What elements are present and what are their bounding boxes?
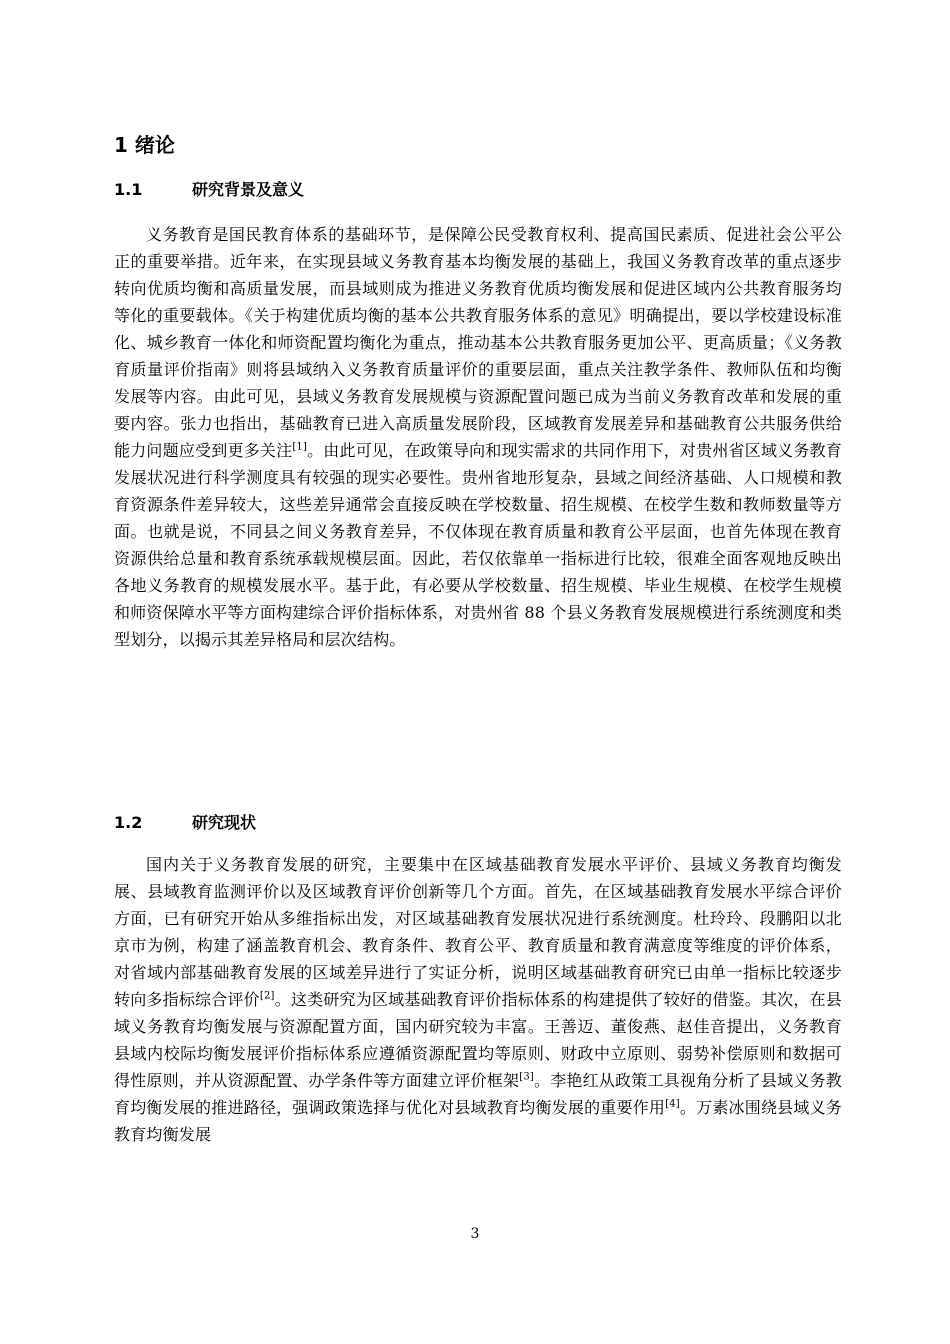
section-title: 研究背景及意义	[192, 180, 305, 199]
citation-ref: [1]	[292, 441, 308, 453]
section-number: 1.2	[114, 813, 143, 832]
background-paragraph	[114, 221, 842, 653]
section-number: 1.1	[114, 180, 143, 199]
paragraph-text: 。万素冰围绕县域义务教育均衡发展	[114, 1098, 842, 1144]
chapter-title: 1 绪论	[114, 133, 175, 157]
section-heading-1-2	[114, 810, 256, 836]
paragraph-text: 义务教育是国民教育体系的基础环节，是保障公民受教育权利、提高国民素质、促进社会公平公正的重要举措。近年来，在实现县域义务教育基本均衡发展的基础上，我国义务教育改革的重点逐步转向优质均衡和高质量发展，而县域则成为推进义务教育优质均衡发展和促进区域内公共教育服务均等化的重要载体。《关于构建优质均衡的基本公共教育服务体系的意见》明确提出，要以学校建设标准化、城乡教育一体化和师资配置均衡化为重点，推动基本公共教育服务更加公平、更高质量；《义务教育质量评价指南》则将县域纳入义务教育质量评价的重要层面，重点关注教学条件、教师队伍和均衡发展等内容。由此可见，县域义务教育发展规模与资源配置问题已成为当前义务教育改革和发展的重要内容。张力也指出，基础教育已进入高质量发展阶段，区域教育发展差异和基础教育公共服务供给能力问题应受到更多关注	[114, 225, 842, 460]
citation-ref: [3]	[519, 1071, 534, 1083]
page-number: 3	[470, 1226, 480, 1242]
citation-ref: [4]	[665, 1098, 680, 1110]
paragraph-text: 国内关于义务教育发展的研究，主要集中在区域基础教育发展水平评价、县域义务教育均衡发展、县域教育监测评价以及区域教育评价创新等几个方面。首先，在区域基础教育发展水平综合评价方面，已有研究开始从多维指标出发，对区域基础教育发展状况进行系统测度。杜玲玲、段鹏阳以北京市为例，构建了涵盖教育机会、教育条件、教育公平、教育质量和教育满意度等维度的评价体系，对省域内部基础教育发展的区域差异进行了实证分析，说明区域基础教育研究已由单一指标比较逐步转向多指标综合评价	[114, 855, 842, 1009]
paragraph-text: 。这类研究为区域基础教育评价指标体系的构建提供了较好的借鉴。其次，在县域义务教育均衡发展与资源配置方面，国内研究较为丰富。王善迈、董俊燕、赵佳音提出，义务教育县域内校际均衡发展评价指标体系应遵循资源配置均等原则、财政中立原则、弱势补偿原则和数据可得性原则，并从资源配置、办学条件等方面建立评价框架	[114, 990, 842, 1090]
section-heading-1-1	[114, 177, 304, 203]
paragraph-text: 。李艳红从政策工具视角分析了县域义务教育均衡发展的推进路径，强调政策选择与优化对县域教育均衡发展的重要作用	[114, 1071, 842, 1117]
status-paragraph	[114, 851, 842, 1148]
section-title: 研究现状	[192, 813, 257, 832]
paragraph-text: 。由此可见，在政策导向和现实需求的共同作用下，对贵州省区域义务教育发展状况进行科学测度具有较强的现实必要性。贵州省地形复杂，县域之间经济基础、人口规模和教育资源条件差异较大，这些差异通常会直接反映在学校数量、招生规模、在校学生数和教师数量等方面。也就是说，不同县之间义务教育差异，不仅体现在教育质量和教育公平层面，也首先体现在教育资源供给总量和教育系统承载规模层面。因此，若仅依靠单一指标进行比较，很难全面客观地反映出各地义务教育的规模发展水平。基于此，有必要从学校数量、招生规模、毕业生规模、在校学生规模和师资保障水平等方面构建综合评价指标体系，对贵州省 88 个县义务教育发展规模进行系统测度和类型划分，以揭示其差异格局和层次结构。	[114, 441, 842, 649]
citation-ref: [2]	[259, 990, 275, 1002]
